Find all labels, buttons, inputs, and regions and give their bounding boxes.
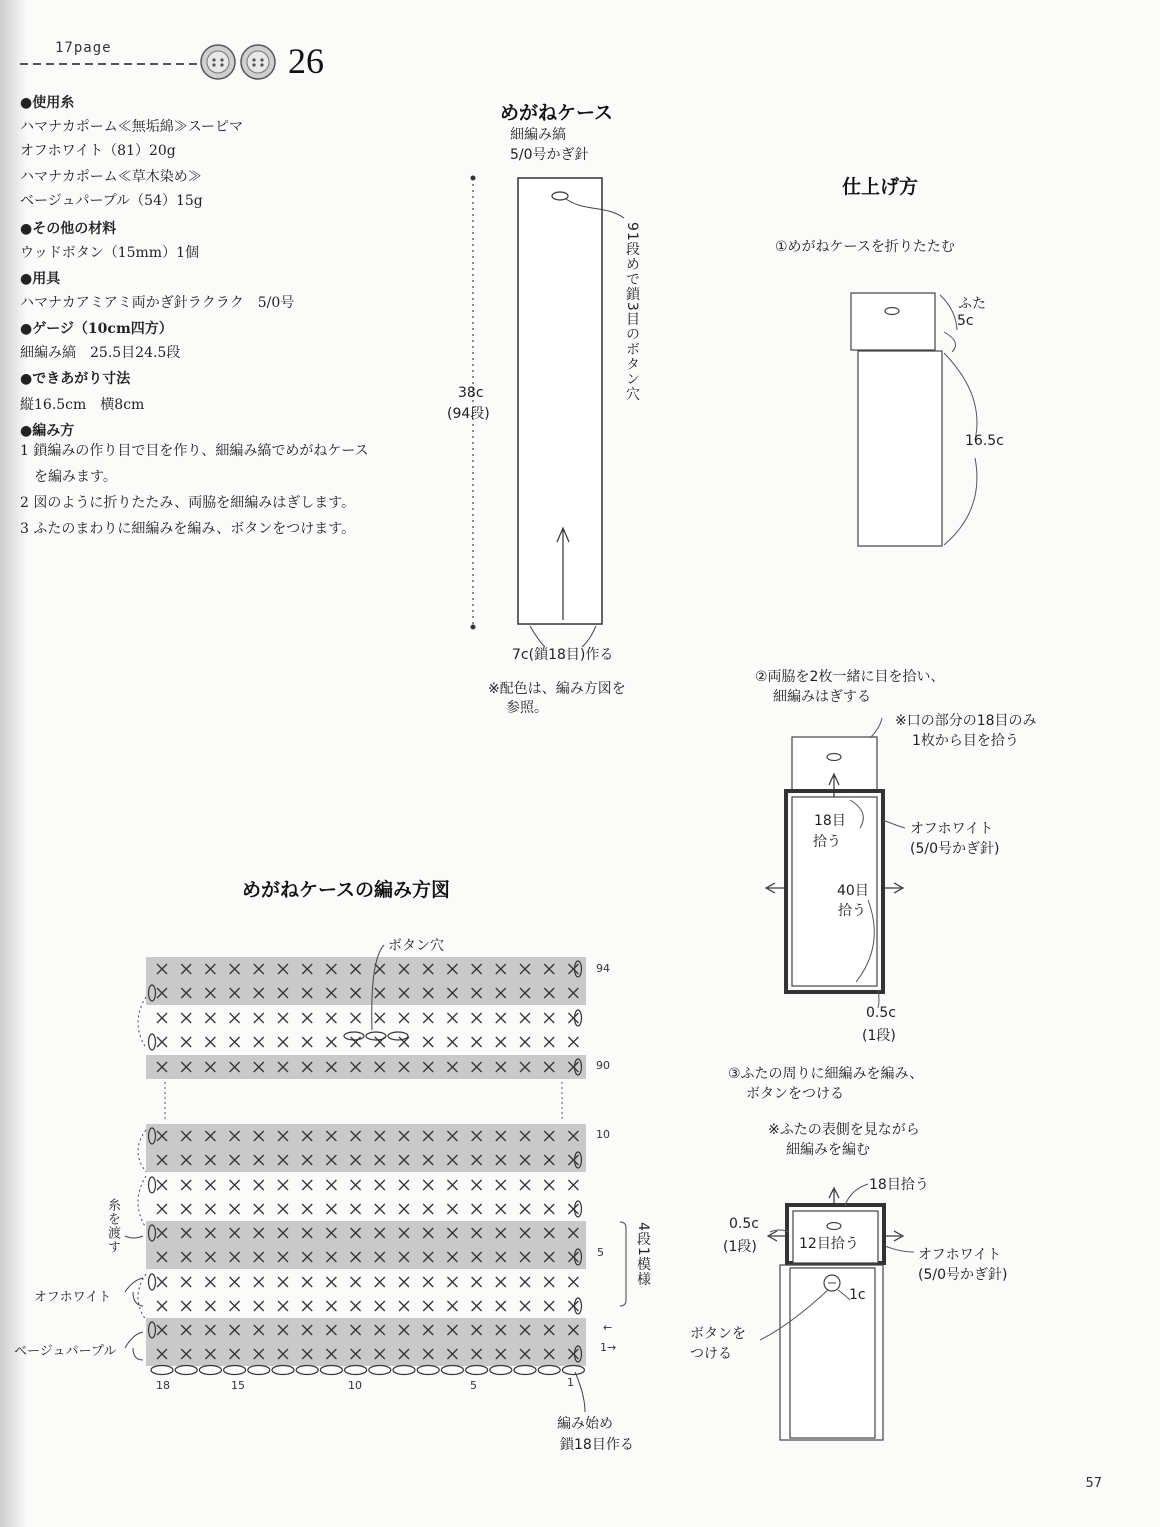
case-stitch: 細編み縞: [510, 127, 566, 143]
single-crochet-stitch: [278, 1204, 288, 1214]
case-title: めがねケース: [500, 102, 614, 124]
single-crochet-stitch: [205, 1037, 215, 1047]
col-label-15: 15: [231, 1379, 245, 1392]
materials-line: 3 ふたのまわりに細編みを編み、ボタンをつけます。: [20, 521, 356, 537]
row-label-90: 90: [596, 1059, 610, 1072]
single-crochet-stitch: [278, 1277, 288, 1287]
buttonhole-chain: [388, 1032, 408, 1040]
single-crochet-stitch: [399, 1037, 409, 1047]
single-crochet-stitch: [254, 1037, 264, 1047]
foundation-chain: [562, 1366, 584, 1375]
single-crochet-stitch: [351, 1277, 361, 1287]
single-crochet-stitch: [544, 1037, 554, 1047]
single-crochet-stitch: [568, 1204, 578, 1214]
foundation-chain: [248, 1366, 270, 1375]
case-base: 7c(鎖18目)作る: [512, 647, 614, 663]
single-crochet-stitch: [302, 1204, 312, 1214]
single-crochet-stitch: [375, 1180, 385, 1190]
single-crochet-stitch: [326, 1301, 336, 1311]
single-crochet-stitch: [230, 1180, 240, 1190]
step3-label-2: ボタンをつける: [746, 1086, 844, 1102]
foundation-chain: [345, 1366, 367, 1375]
single-crochet-stitch: [205, 1013, 215, 1023]
case-body-outline: [518, 178, 602, 624]
step1-flap-label: ふた: [958, 296, 986, 312]
step3-yarn-1: オフホワイト: [918, 1247, 1002, 1263]
row-arrow-left: ←: [603, 1321, 613, 1334]
single-crochet-stitch: [230, 1301, 240, 1311]
step3-button-2: つける: [690, 1346, 732, 1362]
single-crochet-stitch: [278, 1301, 288, 1311]
single-crochet-stitch: [326, 1277, 336, 1287]
single-crochet-stitch: [351, 1301, 361, 1311]
turning-chain: [575, 1010, 582, 1026]
step2-yarn-2: (5/0号かぎ針): [910, 841, 1000, 857]
single-crochet-stitch: [423, 1277, 433, 1287]
single-crochet-stitch: [423, 1204, 433, 1214]
step3-note-1: ※ふたの表側を見ながら: [768, 1122, 920, 1138]
single-crochet-stitch: [205, 1180, 215, 1190]
single-crochet-stitch: [423, 1037, 433, 1047]
step2-pick18-1: 18目: [814, 813, 846, 829]
single-crochet-stitch: [447, 1277, 457, 1287]
single-crochet-stitch: [496, 1277, 506, 1287]
single-crochet-stitch: [230, 1013, 240, 1023]
col-label-1: 1: [567, 1376, 574, 1389]
stitch-chart: [125, 945, 626, 1412]
single-crochet-stitch: [544, 1301, 554, 1311]
col-label-18: 18: [156, 1379, 170, 1392]
buttonhole-note: 91段めで鎖3目のボタン穴: [624, 222, 640, 402]
single-crochet-stitch: [472, 1180, 482, 1190]
step1-flap-size: 5c: [957, 313, 974, 329]
single-crochet-stitch: [181, 1301, 191, 1311]
foundation-chain: [490, 1366, 512, 1375]
single-crochet-stitch: [399, 1301, 409, 1311]
carried-yarn: [138, 997, 146, 1048]
single-crochet-stitch: [544, 1204, 554, 1214]
single-crochet-stitch: [254, 1277, 264, 1287]
step3-edge-rows: (1段): [723, 1239, 757, 1255]
materials-line: オフホワイト（81）20g: [20, 143, 176, 159]
turning-chain: [149, 1034, 156, 1050]
single-crochet-stitch: [568, 1013, 578, 1023]
foundation-chain: [441, 1366, 463, 1375]
step1-label: ①めがねケースを折りたたむ: [775, 239, 955, 255]
single-crochet-stitch: [423, 1180, 433, 1190]
color-offwhite-label: オフホワイト: [34, 1290, 112, 1305]
legend-leader: [125, 1278, 143, 1306]
single-crochet-stitch: [496, 1037, 506, 1047]
single-crochet-stitch: [520, 1037, 530, 1047]
legend-leader: [125, 1332, 143, 1360]
single-crochet-stitch: [302, 1277, 312, 1287]
case-note-1: ※配色は、編み方図を: [488, 681, 626, 697]
pass-yarn-label: 糸を渡す: [105, 1198, 120, 1254]
buttonhole-chain: [344, 1032, 364, 1040]
case-hook: 5/0号かぎ針: [510, 147, 589, 163]
carried-yarn: [138, 1176, 146, 1228]
single-crochet-stitch: [254, 1301, 264, 1311]
single-crochet-stitch: [351, 1013, 361, 1023]
color-beige-label: ベージュパープル: [14, 1344, 117, 1359]
single-crochet-stitch: [181, 1277, 191, 1287]
single-crochet-stitch: [181, 1037, 191, 1047]
materials-heading: ●できあがり寸法: [20, 371, 131, 387]
col-label-5: 5: [470, 1379, 477, 1392]
single-crochet-stitch: [181, 1180, 191, 1190]
materials-line: 縦16.5cm 横8cm: [20, 397, 145, 413]
start-label-1: 編み始め: [557, 1416, 613, 1432]
materials-line: 2 図のように折りたたみ、両脇を細編みはぎします。: [20, 495, 356, 511]
start-leader: [575, 1372, 585, 1412]
step3-edge-size: 0.5c: [729, 1216, 759, 1232]
single-crochet-stitch: [230, 1204, 240, 1214]
carried-yarn: [138, 1274, 146, 1320]
step2-note-1: ※口の部分の18目のみ: [895, 713, 1037, 729]
single-crochet-stitch: [520, 1180, 530, 1190]
step2-note-2: 1枚から目を拾う: [912, 733, 1019, 749]
start-label-2: 鎖18目作る: [560, 1437, 634, 1453]
single-crochet-stitch: [520, 1204, 530, 1214]
single-crochet-stitch: [326, 1180, 336, 1190]
shaded-row-band: [146, 981, 586, 1005]
single-crochet-stitch: [544, 1277, 554, 1287]
single-crochet-stitch: [181, 1013, 191, 1023]
step2-seamed-case: [766, 718, 905, 1008]
carried-yarn: [138, 1130, 146, 1172]
foundation-chain: [417, 1366, 439, 1375]
single-crochet-stitch: [472, 1204, 482, 1214]
shaded-row-band: [146, 1342, 586, 1366]
step3-note-2: 細編みを編む: [786, 1142, 870, 1158]
single-crochet-stitch: [278, 1180, 288, 1190]
single-crochet-stitch: [472, 1277, 482, 1287]
single-crochet-stitch: [520, 1277, 530, 1287]
single-crochet-stitch: [375, 1301, 385, 1311]
step2-label-1: ②両脇を2枚一緒に目を拾い、: [755, 669, 945, 685]
single-crochet-stitch: [520, 1301, 530, 1311]
legend-leader: [125, 1236, 143, 1238]
shaded-row-band: [146, 1124, 586, 1148]
single-crochet-stitch: [302, 1013, 312, 1023]
materials-heading: ●用具: [20, 271, 61, 287]
single-crochet-stitch: [568, 1277, 578, 1287]
foundation-chain: [369, 1366, 391, 1375]
single-crochet-stitch: [496, 1013, 506, 1023]
single-crochet-stitch: [326, 1037, 336, 1047]
shaded-row-band: [146, 1245, 586, 1269]
shaded-row-band: [146, 1148, 586, 1172]
materials-line: ハマナカアミアミ両かぎ針ラクラク 5/0号: [20, 295, 295, 311]
chart-title: めがねケースの編み方図: [242, 879, 451, 901]
shaded-row-band: [146, 1318, 586, 1342]
single-crochet-stitch: [399, 1180, 409, 1190]
single-crochet-stitch: [447, 1013, 457, 1023]
page-reference: 17page: [55, 40, 112, 56]
single-crochet-stitch: [351, 1037, 361, 1047]
foundation-chain: [393, 1366, 415, 1375]
single-crochet-stitch: [472, 1301, 482, 1311]
single-crochet-stitch: [447, 1204, 457, 1214]
foundation-chain: [296, 1366, 318, 1375]
single-crochet-stitch: [496, 1204, 506, 1214]
shaded-row-band: [146, 957, 586, 981]
step1-body-size: 16.5c: [965, 433, 1004, 449]
single-crochet-stitch: [157, 1037, 167, 1047]
single-crochet-stitch: [157, 1204, 167, 1214]
single-crochet-stitch: [423, 1301, 433, 1311]
materials-line: 細編み縞 25.5目24.5段: [20, 345, 181, 361]
single-crochet-stitch: [157, 1277, 167, 1287]
shaded-row-band: [146, 1221, 586, 1245]
single-crochet-stitch: [447, 1037, 457, 1047]
turning-chain: [149, 1274, 156, 1290]
step2-pick40-2: 拾う: [838, 903, 866, 919]
single-crochet-stitch: [205, 1204, 215, 1214]
repeat-note: 4段1模様: [635, 1222, 651, 1287]
foundation-chain: [466, 1366, 488, 1375]
turning-chain: [575, 1298, 582, 1314]
step2-edge-size: 0.5c: [866, 1005, 896, 1021]
single-crochet-stitch: [230, 1277, 240, 1287]
shaded-row-band: [146, 1055, 586, 1079]
single-crochet-stitch: [472, 1013, 482, 1023]
materials-heading: ●使用糸: [20, 95, 75, 111]
single-crochet-stitch: [254, 1013, 264, 1023]
row-label-10: 10: [596, 1128, 610, 1141]
materials-line: ハマナカポーム≪草木染め≫: [20, 169, 202, 185]
single-crochet-stitch: [326, 1013, 336, 1023]
step3-button-offset: 1c: [849, 1287, 866, 1303]
case-note-2: 参照。: [506, 700, 548, 716]
single-crochet-stitch: [568, 1180, 578, 1190]
step2-yarn-1: オフホワイト: [910, 821, 994, 837]
page-number: 57: [1085, 1476, 1102, 1491]
single-crochet-stitch: [278, 1037, 288, 1047]
foundation-chain: [175, 1366, 197, 1375]
materials-heading: ●ゲージ（10cm四方）: [20, 321, 173, 337]
single-crochet-stitch: [302, 1180, 312, 1190]
single-crochet-stitch: [447, 1301, 457, 1311]
single-crochet-stitch: [399, 1277, 409, 1287]
single-crochet-stitch: [278, 1013, 288, 1023]
single-crochet-stitch: [375, 1013, 385, 1023]
materials-line: ベージュパープル（54）15g: [20, 193, 203, 209]
foundation-chain: [199, 1366, 221, 1375]
foundation-chain: [151, 1366, 173, 1375]
single-crochet-stitch: [254, 1204, 264, 1214]
step3-label-1: ③ふたの周りに細編みを編み、: [728, 1066, 924, 1082]
materials-line: ウッドボタン（15mm）1個: [20, 245, 199, 261]
single-crochet-stitch: [254, 1180, 264, 1190]
single-crochet-stitch: [544, 1180, 554, 1190]
materials-heading: ●編み方: [20, 423, 75, 439]
materials-heading: ●その他の材料: [20, 221, 117, 237]
finishing-title: 仕上げ方: [842, 176, 919, 198]
single-crochet-stitch: [472, 1037, 482, 1047]
foundation-chain: [514, 1366, 536, 1375]
single-crochet-stitch: [205, 1277, 215, 1287]
single-crochet-stitch: [302, 1301, 312, 1311]
single-crochet-stitch: [496, 1180, 506, 1190]
foundation-chain: [538, 1366, 560, 1375]
single-crochet-stitch: [326, 1204, 336, 1214]
foundation-chain: [272, 1366, 294, 1375]
single-crochet-stitch: [423, 1013, 433, 1023]
pattern-number: 26: [288, 41, 324, 81]
single-crochet-stitch: [351, 1204, 361, 1214]
step3-pick18: 18目拾う: [869, 1177, 929, 1193]
single-crochet-stitch: [399, 1013, 409, 1023]
step3-button-1: ボタンを: [690, 1326, 746, 1342]
step3-yarn-2: (5/0号かぎ針): [918, 1267, 1008, 1283]
single-crochet-stitch: [568, 1301, 578, 1311]
materials-line: ハマナカポーム≪無垢綿≫スーピマ: [20, 119, 244, 135]
step2-pick40-1: 40目: [837, 883, 869, 899]
single-crochet-stitch: [375, 1204, 385, 1214]
turning-chain: [575, 1201, 582, 1217]
repeat-bracket: [620, 1222, 626, 1306]
single-crochet-stitch: [520, 1013, 530, 1023]
col-label-10: 10: [348, 1379, 362, 1392]
row-label-94: 94: [596, 962, 610, 975]
single-crochet-stitch: [230, 1037, 240, 1047]
case-rows: (94段): [447, 406, 490, 422]
single-crochet-stitch: [399, 1204, 409, 1214]
single-crochet-stitch: [302, 1037, 312, 1047]
materials-line: 1 鎖編みの作り目で目を作り、細編み縞でめがねケース: [20, 443, 369, 459]
single-crochet-stitch: [205, 1301, 215, 1311]
single-crochet-stitch: [544, 1013, 554, 1023]
step2-label-2: 細編みはぎする: [773, 689, 871, 705]
step2-edge-rows: (1段): [862, 1028, 896, 1044]
chart-buttonhole-label: ボタン穴: [388, 938, 444, 954]
row-label-5: 5: [597, 1246, 604, 1259]
foundation-chain: [224, 1366, 246, 1375]
case-length: 38c: [458, 385, 484, 401]
single-crochet-stitch: [375, 1277, 385, 1287]
step3-flap-edging: [760, 1184, 914, 1440]
single-crochet-stitch: [157, 1180, 167, 1190]
single-crochet-stitch: [157, 1301, 167, 1311]
step1-folded-case: [851, 293, 977, 546]
single-crochet-stitch: [181, 1204, 191, 1214]
single-crochet-stitch: [351, 1180, 361, 1190]
single-crochet-stitch: [447, 1180, 457, 1190]
step2-pick18-2: 拾う: [813, 834, 841, 850]
single-crochet-stitch: [568, 1037, 578, 1047]
single-crochet-stitch: [157, 1013, 167, 1023]
single-crochet-stitch: [496, 1301, 506, 1311]
row-label-1: 1→: [600, 1341, 617, 1354]
foundation-chain: [320, 1366, 342, 1375]
materials-line: を編みます。: [20, 469, 117, 485]
turning-chain: [149, 1177, 156, 1193]
step3-pick12: 12目拾う: [799, 1236, 859, 1252]
